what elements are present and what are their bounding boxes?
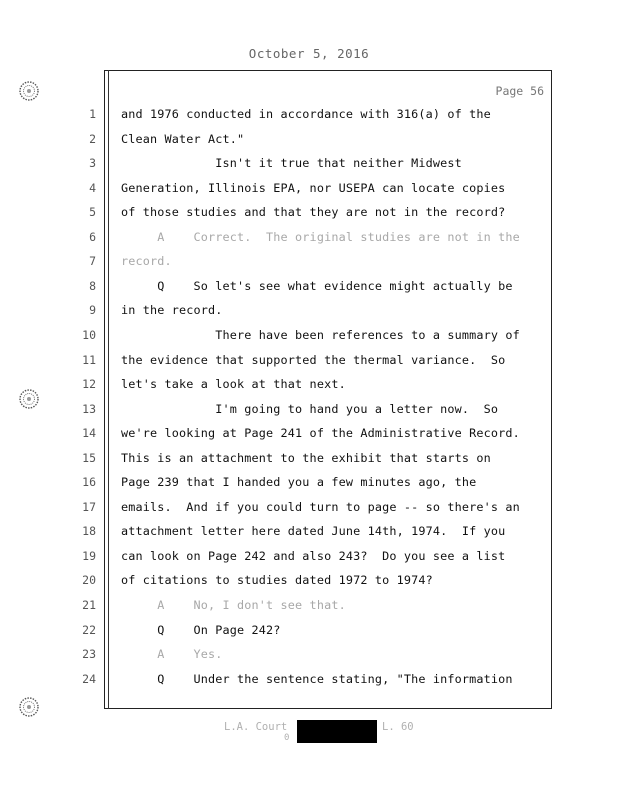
page-number: Page 56 [495,84,544,98]
hole-punch-icon [18,388,40,410]
transcript-line: This is an attachment to the exhibit that starts on [121,450,491,465]
footer-left-text: L.A. Court [224,721,288,733]
hole-punch-icon [18,696,40,718]
transcript-line: Clean Water Act." [121,131,245,146]
transcript-line: record. [121,254,172,269]
footer-sub-text: 0 [284,733,290,743]
line-number: 15 [82,450,96,465]
transcript-line: emails. And if you could turn to page -- so there's an [121,499,520,514]
transcript-line: I'm going to hand you a letter now. So [121,401,499,416]
transcript-line: Q So let's see what evidence might actually be [121,278,513,293]
line-number: 3 [89,156,96,171]
line-number: 23 [82,647,96,662]
transcript-line: There have been references to a summary of [121,327,520,342]
line-number: 4 [89,180,96,195]
line-number: 10 [82,327,96,342]
transcript-line: Generation, Illinois EPA, nor USEPA can locate copies [121,180,506,195]
transcript-line: let's take a look at that next. [121,377,346,392]
transcript-line: in the record. [121,303,223,318]
transcript-line: Page 239 that I handed you a few minutes ago, the [121,475,477,490]
transcript-line: Q On Page 242? [121,622,281,637]
line-number: 18 [82,524,96,539]
transcript-date: October 5, 2016 [248,46,370,61]
transcript-line: we're looking at Page 241 of the Administrative Record. [121,426,520,441]
transcript-line: Isn't it true that neither Midwest [121,156,462,171]
transcript-line: can look on Page 242 and also 243? Do you see a list [121,548,506,563]
transcript-line: and 1976 conducted in accordance with 316(a) of the [121,107,491,121]
line-number: 24 [82,671,96,686]
transcript-line: A Yes. [121,647,223,662]
line-number: 22 [82,622,96,637]
footer-right-text: L. 60 [382,721,414,733]
line-number: 2 [89,131,96,146]
transcript-line: Q Under the sentence stating, "The information [121,671,513,686]
transcript-line: of citations to studies dated 1972 to 1974? [121,573,433,588]
line-number: 20 [82,573,96,588]
transcript-line: of those studies and that they are not in the record? [121,205,506,220]
line-number: 13 [82,401,96,416]
line-number: 21 [82,598,96,612]
hole-punch-icon [18,80,40,102]
line-number: 11 [82,352,96,367]
transcript-line: A Correct. The original studies are not in the [121,229,520,244]
line-number: 16 [82,475,96,490]
transcript-line: A No, I don't see that. [121,598,346,612]
line-number: 17 [82,499,96,514]
line-number: 9 [89,303,96,318]
line-number: 19 [82,548,96,563]
line-number: 1 [89,107,96,121]
line-number: 6 [89,229,96,244]
line-number: 12 [82,377,96,392]
line-number: 5 [89,205,96,220]
line-number: 7 [89,254,96,269]
line-number: 14 [82,426,96,441]
transcript-line: the evidence that supported the thermal variance. So [121,352,506,367]
redaction-block [297,720,377,743]
margin-rule [108,70,109,709]
line-number: 8 [89,278,96,293]
transcript-line: attachment letter here dated June 14th, 1974. If you [121,524,506,539]
